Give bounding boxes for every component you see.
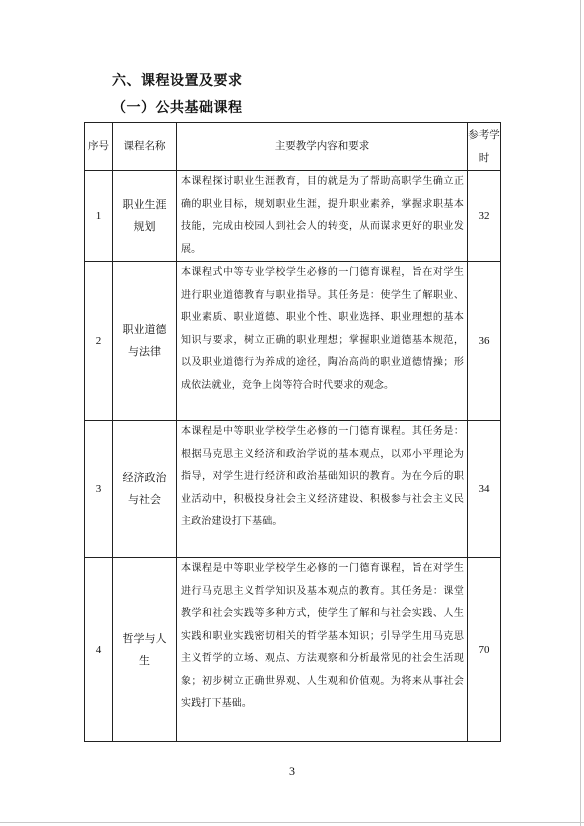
subsection-title: （一）公共基础课程 [112, 100, 243, 116]
header-course-name: 课程名称 [113, 123, 177, 171]
header-content: 主要教学内容和要求 [177, 123, 468, 171]
row-course-name: 职业道德与法律 [113, 262, 177, 421]
page-number: 3 [289, 764, 295, 778]
page-edge-bottom [0, 822, 584, 823]
row-content: 本课程是中等职业学校学生必修的一门德育课程。其任务是：根据马克思主义经济和政治学说的基本观点，以邓小平理论为指导，对学生进行经济和政治基础知识的教育。为在今后的职业活动中，积极投身社会主义经济建设、积极参与社会主义民主政治建设打下基础。 [177, 421, 468, 558]
row-hours: 36 [468, 262, 501, 421]
row-seq: 1 [85, 171, 113, 262]
row-hours: 34 [468, 421, 501, 558]
curriculum-table [84, 122, 501, 742]
row-course-name: 职业生涯规划 [113, 171, 177, 262]
table-row [85, 171, 501, 262]
table-row [85, 558, 501, 742]
row-course-name: 哲学与人生 [113, 558, 177, 742]
table-header-row [85, 123, 501, 171]
row-content: 本课程是中等职业学校学生必修的一门德育课程，旨在对学生进行马克思主义哲学知识及基本观点的教育。其任务是：课堂教学和社会实践等多种方式，使学生了解和与社会实践、人生实践和职业实践密切相关的哲学基本知识；引导学生用马克思主义哲学的立场、观点、方法观察和分析最常见的社会生活现象；初步树立正确世界观、人生观和价值观。为将来从事社会实践打下基础。 [177, 558, 468, 742]
row-content: 本课程探讨职业生涯教育，目的就是为了帮助高职学生确立正确的职业目标，规划职业生涯，提升职业素养，掌握求职基本技能，完成由校园人到社会人的转变，从而谋求更好的职业发展。 [177, 171, 468, 262]
page-edge-right [580, 0, 581, 826]
header-hours: 参考学时 [468, 123, 501, 171]
table-row [85, 421, 501, 558]
row-content: 本课程式中等专业学校学生必修的一门德育课程，旨在对学生进行职业道德教育与职业指导。其任务是：使学生了解职业、职业素质、职业道德、职业个性、职业选择、职业理想的基本知识与要求，树立正确的职业理想；掌握职业道德基本规范，以及职业道德行为养成的途径，陶冶高尚的职业道德情操；形成依法就业，竞争上岗等符合时代要求的观念。 [177, 262, 468, 421]
header-seq: 序号 [85, 123, 113, 171]
row-seq: 3 [85, 421, 113, 558]
table-row [85, 262, 501, 421]
row-hours: 70 [468, 558, 501, 742]
section-title: 六、课程设置及要求 [112, 73, 243, 89]
row-course-name: 经济政治与社会 [113, 421, 177, 558]
row-seq: 4 [85, 558, 113, 742]
row-hours: 32 [468, 171, 501, 262]
row-seq: 2 [85, 262, 113, 421]
